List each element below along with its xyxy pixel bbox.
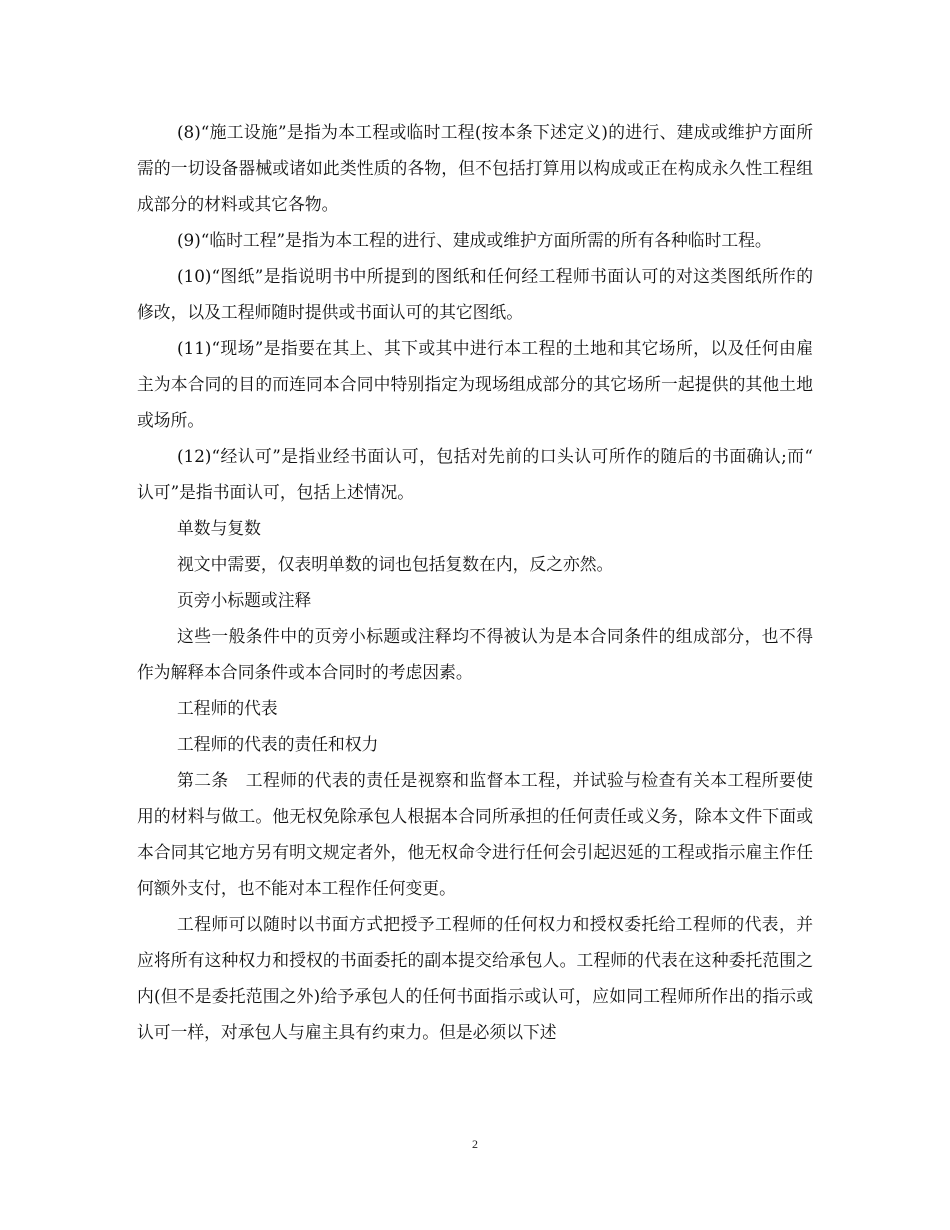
document-body: [137, 114, 813, 1050]
paragraph-article-two: 第二条 工程师的代表的责任是视察和监督本工程，并试验与检查有关本工程所要使用的材料与做工。他无权免除承包人根据本合同所承担的任何责任或义务，除本文件下面或本合同其它地方另有明文规定者外，他无权命令进行任何会引起迟延的工程或指示雇主作任何额外支付，也不能对本工程作任何变更。: [137, 770, 813, 898]
paragraph-marginal-notes: 这些一般条件中的页旁小标题或注释均不得被认为是本合同条件的组成部分，也不得作为解释本合同条件或本合同时的考虑因素。: [137, 626, 813, 682]
heading-singular-plural: 单数与复数: [177, 518, 261, 538]
paragraph-drawings-definition: (10)“图纸”是指说明书中所提到的图纸和任何经工程师书面认可的对这类图纸所作的修改，以及工程师随时提供或书面认可的其它图纸。: [137, 266, 813, 322]
paragraph-construction-plant-definition: (8)“施工设施”是指为本工程或临时工程(按本条下述定义)的进行、建成或维护方面所需的一切设备器械或诸如此类性质的各物，但不包括打算用以构成或正在构成永久性工程组成部分的材料或其它各物。: [137, 122, 813, 214]
heading-marginal-notes: 页旁小标题或注释: [177, 590, 312, 610]
heading-engineers-representative: 工程师的代表: [177, 698, 278, 718]
paragraph-site-definition: (11)“现场”是指要在其上、其下或其中进行本工程的土地和其它场所，以及任何由雇主为本合同的目的而连同本合同中特别指定为现场组成部分的其它场所一起提供的其他土地或场所。: [137, 338, 813, 430]
paragraph-delegation: 工程师可以随时以书面方式把授予工程师的任何权力和授权委托给工程师的代表，并应将所有这种权力和授权的书面委托的副本提交给承包人。工程师的代表在这种委托范围之内(但不是委托范围之外)给予承包人的任何书面指示或认可，应如同工程师所作出的指示或认可一样，对承包人与雇主具有约束力。但是必须以下述: [137, 914, 813, 1042]
paragraph-approved-definition: (12)“经认可”是指业经书面认可，包括对先前的口头认可所作的随后的书面确认;而“认可”是指书面认可，包括上述情况。: [137, 446, 813, 502]
page-number: 2: [472, 1137, 478, 1151]
paragraph-singular-plural: 视文中需要，仅表明单数的词也包括复数在内，反之亦然。: [177, 554, 614, 574]
paragraph-temporary-works-definition: (9)“临时工程”是指为本工程的进行、建成或维护方面所需的所有各种临时工程。: [177, 230, 772, 250]
heading-duties-and-powers: 工程师的代表的责任和权力: [177, 734, 379, 754]
